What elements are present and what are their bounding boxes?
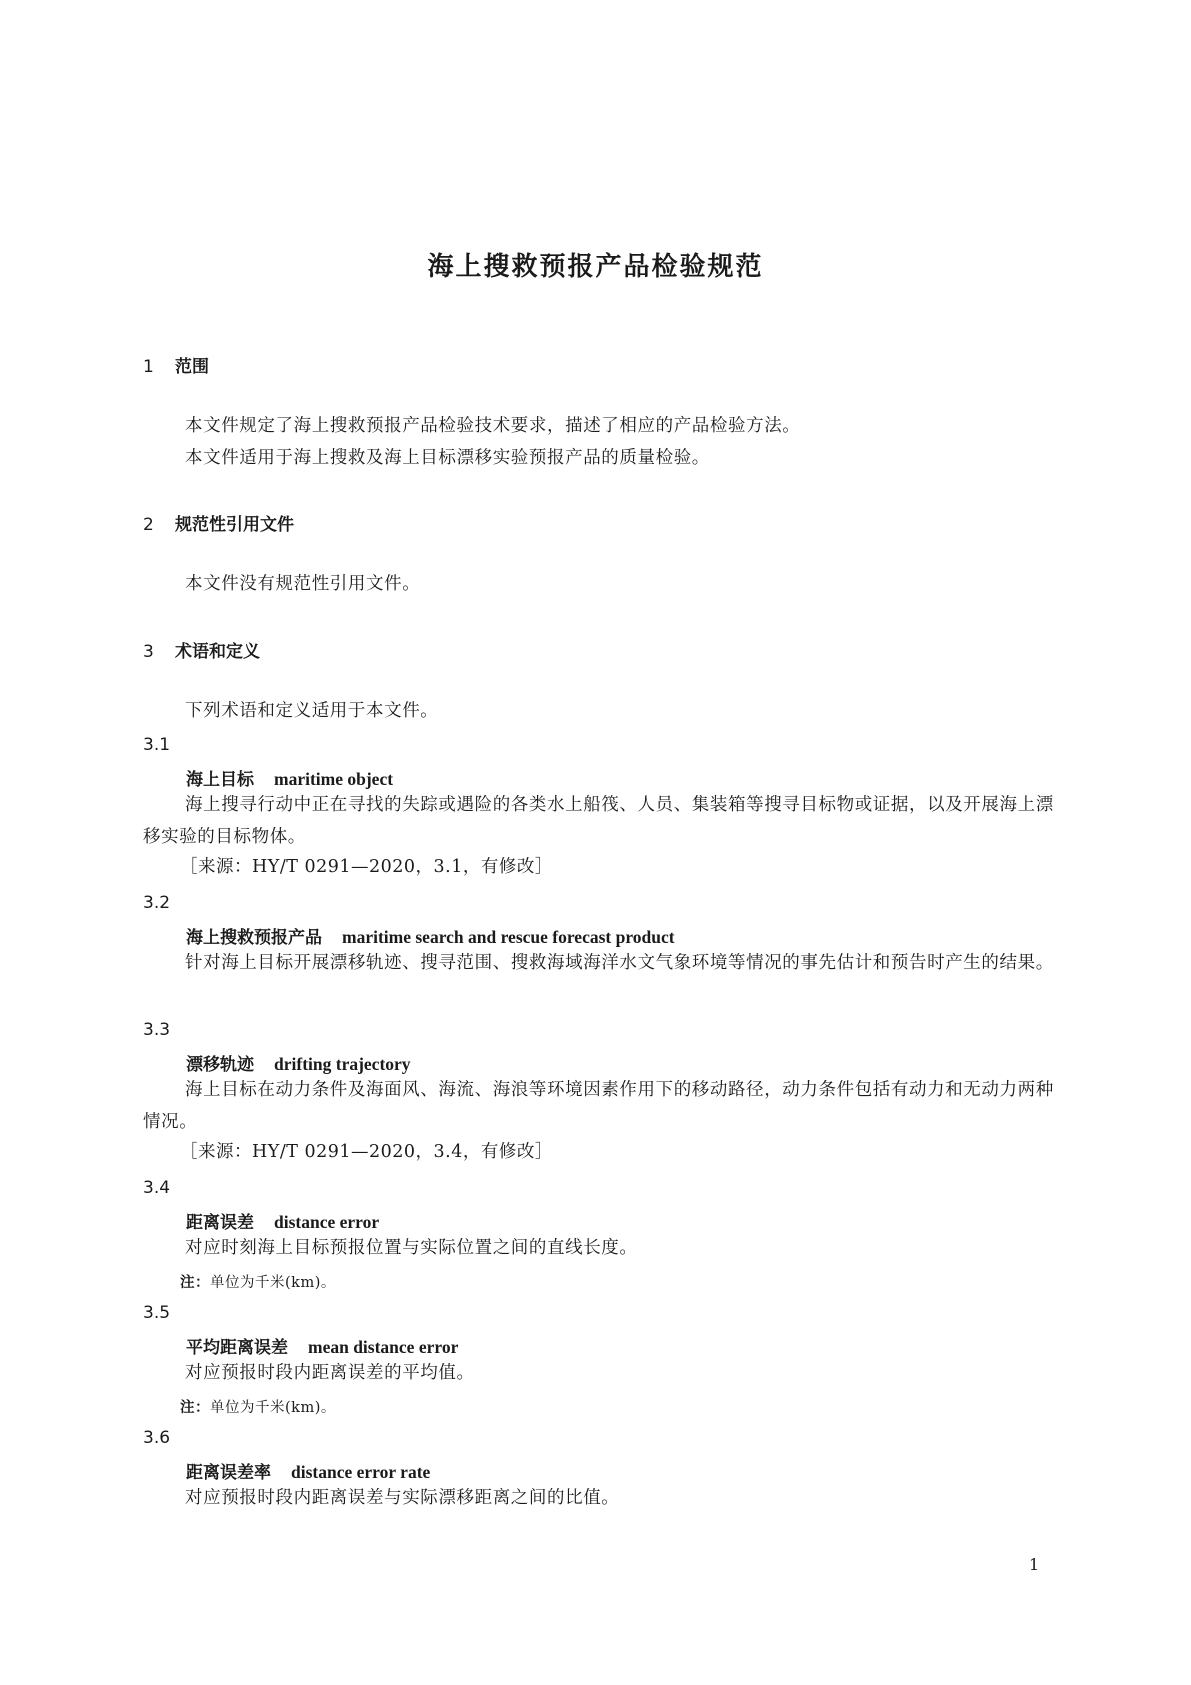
term-definition: 对应时刻海上目标预报位置与实际位置之间的直线长度。: [185, 1238, 638, 1258]
term-definition: 海上目标在动力条件及海面风、海流、海浪等环境因素作用下的移动路径，动力条件包括有动力和无动力两种情况。: [143, 1080, 1054, 1132]
term-heading: [186, 1333, 458, 1358]
term-en: distance error: [274, 1212, 380, 1232]
term-definition: 对应预报时段内距离误差的平均值。: [185, 1363, 475, 1383]
term-heading: [186, 1050, 411, 1075]
section-3-heading: [143, 637, 260, 662]
section-title: 术语和定义: [175, 642, 260, 662]
term-number: 3.2: [143, 893, 171, 913]
term-zh: 平均距离误差: [186, 1338, 288, 1358]
section-number: 1: [143, 357, 154, 377]
note-label: 注：: [180, 1400, 210, 1416]
term-en: mean distance error: [308, 1337, 459, 1357]
document-title: 海上搜救预报产品检验规范: [427, 252, 764, 282]
term-source: ［来源：HY/T 0291—2020，3.1，有修改］: [180, 857, 553, 877]
scope-paragraph-2: 本文件适用于海上搜救及海上目标漂移实验预报产品的质量检验。: [185, 448, 710, 468]
term-heading: [186, 923, 675, 948]
term-note: [180, 1396, 336, 1417]
page-number: 1: [1029, 1555, 1040, 1574]
section-1-heading: [143, 352, 209, 377]
term-number: 3.4: [143, 1178, 171, 1198]
term-en: drifting trajectory: [274, 1054, 411, 1074]
term-heading: [186, 765, 393, 790]
term-number: 3.5: [143, 1303, 171, 1323]
term-zh: 海上搜救预报产品: [186, 928, 322, 948]
note-label: 注：: [180, 1275, 210, 1291]
term-heading: [186, 1458, 430, 1483]
scope-paragraph-1: 本文件规定了海上搜救预报产品检验技术要求，描述了相应的产品检验方法。: [185, 416, 801, 436]
term-definition: 针对海上目标开展漂移轨迹、搜寻范围、搜救海域海洋水文气象环境等情况的事先估计和预告时产生的结果。: [185, 953, 1054, 973]
section-title: 规范性引用文件: [175, 515, 294, 535]
term-number: 3.1: [143, 735, 171, 755]
term-zh: 海上目标: [186, 770, 254, 790]
term-en: distance error rate: [291, 1462, 431, 1482]
section-number: 3: [143, 642, 154, 662]
term-en: maritime search and rescue forecast product: [342, 927, 675, 947]
note-text: 单位为千米(km)。: [210, 1400, 336, 1416]
term-number: 3.6: [143, 1428, 171, 1448]
note-text: 单位为千米(km)。: [210, 1275, 336, 1291]
term-heading: [186, 1208, 379, 1233]
section-number: 2: [143, 515, 154, 535]
term-source: ［来源：HY/T 0291—2020，3.4，有修改］: [180, 1142, 553, 1162]
term-definition: 海上搜寻行动中正在寻找的失踪或遇险的各类水上船筏、人员、集装箱等搜寻目标物或证据，以及开展海上漂移实验的目标物体。: [143, 795, 1054, 847]
term-zh: 漂移轨迹: [186, 1055, 254, 1075]
section-title: 范围: [175, 357, 209, 377]
term-note: [180, 1271, 336, 1292]
normative-paragraph: 本文件没有规范性引用文件。: [185, 574, 421, 594]
section-2-heading: [143, 510, 294, 535]
terms-intro: 下列术语和定义适用于本文件。: [185, 701, 439, 721]
term-number: 3.3: [143, 1020, 171, 1040]
term-zh: 距离误差: [186, 1213, 254, 1233]
term-definition: 对应预报时段内距离误差与实际漂移距离之间的比值。: [185, 1488, 620, 1508]
term-zh: 距离误差率: [186, 1463, 271, 1483]
term-en: maritime object: [274, 769, 394, 789]
